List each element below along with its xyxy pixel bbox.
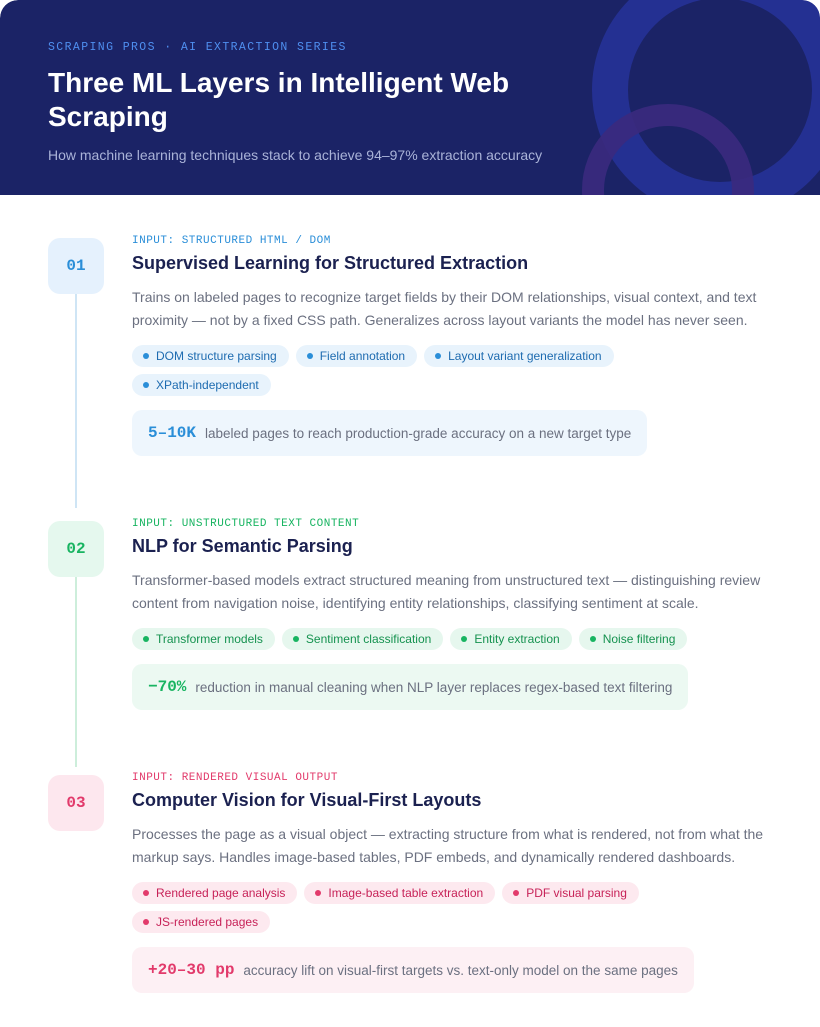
timeline-connector bbox=[75, 577, 77, 767]
layer-content bbox=[132, 235, 782, 456]
bullet-dot-icon bbox=[435, 353, 441, 359]
layer-number-badge: 02 bbox=[48, 521, 104, 577]
stat-text: accuracy lift on visual-first targets vs. text-only model on the same pages bbox=[243, 962, 678, 978]
tag-label: Noise filtering bbox=[602, 632, 676, 646]
layer-description: Trains on labeled pages to recognize target fields by their DOM relationships, visual context, and text proximity — not by a fixed CSS path. Generalizes across layout variants the model has never seen. bbox=[132, 289, 757, 328]
tag-label: Entity extraction bbox=[474, 632, 560, 646]
input-label: INPUT: UNSTRUCTURED TEXT CONTENT bbox=[132, 518, 360, 530]
bullet-dot-icon bbox=[461, 636, 467, 642]
tag-list bbox=[132, 882, 692, 933]
layer-title: Computer Vision for Visual-First Layouts bbox=[132, 790, 482, 810]
tag-label: DOM structure parsing bbox=[156, 349, 277, 363]
stat-callout bbox=[132, 947, 694, 993]
tag bbox=[132, 374, 271, 396]
input-label: INPUT: RENDERED VISUAL OUTPUT bbox=[132, 772, 338, 784]
layer-content bbox=[132, 518, 782, 710]
layer-section-01 bbox=[0, 235, 820, 508]
tag-label: PDF visual parsing bbox=[526, 886, 627, 900]
tag-label: Field annotation bbox=[319, 349, 406, 363]
stat-value: −70% bbox=[148, 678, 187, 696]
tag-list bbox=[132, 345, 692, 396]
bullet-dot-icon bbox=[143, 382, 149, 388]
bullet-dot-icon bbox=[143, 636, 149, 642]
layer-title: NLP for Semantic Parsing bbox=[132, 536, 353, 556]
tag bbox=[424, 345, 613, 367]
stat-value: +20–30 pp bbox=[148, 961, 235, 979]
stat-callout bbox=[132, 410, 647, 456]
layer-content bbox=[132, 772, 782, 993]
bullet-dot-icon bbox=[293, 636, 299, 642]
bullet-dot-icon bbox=[143, 890, 149, 896]
tag-label: XPath-independent bbox=[156, 378, 259, 392]
stat-text: labeled pages to reach production-grade accuracy on a new target type bbox=[205, 425, 632, 441]
series-eyebrow: SCRAPING PROS · AI EXTRACTION SERIES bbox=[48, 41, 347, 54]
input-label: INPUT: STRUCTURED HTML / DOM bbox=[132, 235, 331, 247]
tag-label: Sentiment classification bbox=[305, 632, 432, 646]
bullet-dot-icon bbox=[315, 890, 321, 896]
bullet-dot-icon bbox=[143, 919, 149, 925]
stat-callout bbox=[132, 664, 688, 710]
tag-label: Image-based table extraction bbox=[328, 886, 484, 900]
layer-section-02 bbox=[0, 518, 820, 761]
tag-label: JS-rendered pages bbox=[156, 915, 259, 929]
tag bbox=[296, 345, 417, 367]
timeline-connector bbox=[75, 294, 77, 508]
tag-label: Rendered page analysis bbox=[156, 886, 286, 900]
layer-title: Supervised Learning for Structured Extraction bbox=[132, 253, 529, 273]
tag bbox=[579, 628, 688, 650]
bullet-dot-icon bbox=[143, 353, 149, 359]
tag bbox=[282, 628, 443, 650]
bullet-dot-icon bbox=[307, 353, 313, 359]
tag bbox=[450, 628, 571, 650]
tag-list bbox=[132, 628, 752, 650]
layer-section-03 bbox=[0, 772, 820, 1027]
tag bbox=[132, 882, 297, 904]
bullet-dot-icon bbox=[513, 890, 519, 896]
tag-label: Layout variant generalization bbox=[448, 349, 602, 363]
page-title: Three ML Layers in Intelligent Web Scraping bbox=[48, 67, 510, 132]
tag-label: Transformer models bbox=[156, 632, 263, 646]
stat-text: reduction in manual cleaning when NLP layer replaces regex-based text filtering bbox=[195, 679, 673, 695]
layer-number-badge: 03 bbox=[48, 775, 104, 831]
layer-number-badge: 01 bbox=[48, 238, 104, 294]
tag bbox=[132, 911, 270, 933]
tag bbox=[132, 628, 275, 650]
layer-description: Processes the page as a visual object — extracting structure from what is rendered, not from what the markup says. Handles image-based tables, PDF embeds, and dynamically rendered dashboards. bbox=[132, 826, 764, 865]
bullet-dot-icon bbox=[590, 636, 596, 642]
tag bbox=[304, 882, 495, 904]
header-banner bbox=[0, 0, 820, 195]
stat-value: 5–10K bbox=[148, 424, 197, 442]
tag bbox=[502, 882, 639, 904]
layer-description: Transformer-based models extract structured meaning from unstructured text — distinguishing review content from navigation noise, identifying entity relationships, classifying sentiment at scale. bbox=[132, 572, 761, 611]
page-subtitle: How machine learning techniques stack to achieve 94–97% extraction accuracy bbox=[48, 147, 543, 163]
tag bbox=[132, 345, 289, 367]
